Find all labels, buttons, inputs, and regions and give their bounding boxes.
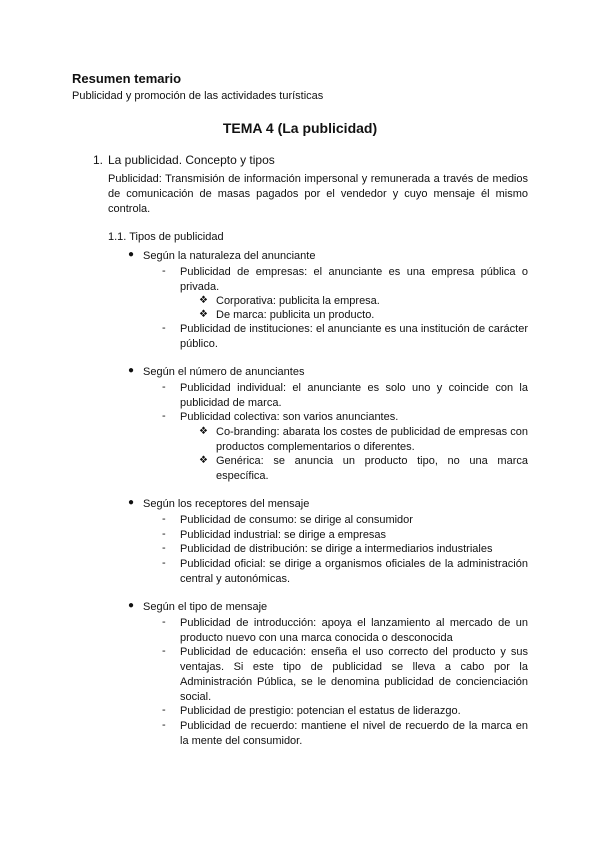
group-heading-numero <box>128 365 305 378</box>
dash-icon: - <box>162 381 166 393</box>
bullet-icon: ● <box>128 497 135 508</box>
list-item: Publicidad de empresas: el anunciante es una empresa pública o privada. <box>180 266 528 293</box>
bullet-icon: ● <box>128 365 135 376</box>
diamond-icon: ❖ <box>199 426 208 437</box>
bullet-icon: ● <box>128 249 135 260</box>
list-item: Publicidad individual: el anunciante es solo uno y coincide con la publicidad de marca. <box>180 382 528 409</box>
sub-list-item: Co-branding: abarata los costes de publicidad de empresas con productos complementarios o diferentes. <box>216 426 528 453</box>
list-item: Publicidad de introducción: apoya el lanzamiento al mercado de un producto nuevo con una marca conocida o desconocida <box>180 617 528 644</box>
group-heading-tipo-mensaje <box>128 600 268 613</box>
definition-paragraph: Publicidad: Transmisión de información impersonal y remunerada a través de medios de comunicación de masas pagados por el vendedor y cuyo mensaje él mismo controla. <box>108 173 528 215</box>
section-title: La publicidad. Concepto y tipos <box>108 153 275 167</box>
list-item: Publicidad de distribución: se dirige a intermediarios industriales <box>180 543 493 555</box>
sub-list-item: De marca: publicita un producto. <box>216 309 375 321</box>
subsection-heading: 1.1. Tipos de publicidad <box>108 231 224 243</box>
dash-icon: - <box>162 528 166 540</box>
list-item: Publicidad de recuerdo: mantiene el nivel de recuerdo de la marca en la mente del consumidor. <box>180 720 528 747</box>
document-title: Resumen temario <box>72 71 182 86</box>
group-label: Según el tipo de mensaje <box>143 601 268 613</box>
tema-title: TEMA 4 (La publicidad) <box>222 120 378 136</box>
list-item: Publicidad de instituciones: el anunciante es una institución de carácter público. <box>180 323 528 350</box>
list-item: Publicidad industrial: se dirige a empresas <box>180 529 387 541</box>
dash-icon: - <box>162 645 166 657</box>
dash-icon: - <box>162 704 166 716</box>
list-item: Publicidad de educación: enseña el uso correcto del producto y sus ventajas. Si este tipo de publicidad se lleva a cabo por la Administración Pública, se le denomina publicidad de concienciación social. <box>180 646 528 703</box>
diamond-icon: ❖ <box>199 309 208 320</box>
dash-icon: - <box>162 513 166 525</box>
list-item: Publicidad de consumo: se dirige al consumidor <box>180 514 413 526</box>
dash-icon: - <box>162 557 166 569</box>
dash-icon: - <box>162 265 166 277</box>
dash-icon: - <box>162 410 166 422</box>
sub-list-item: Corporativa: publicita la empresa. <box>216 295 380 307</box>
dash-icon: - <box>162 719 166 731</box>
dash-icon: - <box>162 616 166 628</box>
group-label: Según la naturaleza del anunciante <box>143 250 316 262</box>
list-item: Publicidad de prestigio: potencian el estatus de liderazgo. <box>180 705 461 717</box>
group-label: Según los receptores del mensaje <box>143 498 310 510</box>
diamond-icon: ❖ <box>199 295 208 306</box>
group-heading-receptores <box>128 497 310 510</box>
list-item: Publicidad oficial: se dirige a organismos oficiales de la administración central y autonómicas. <box>180 558 528 585</box>
list-item: Publicidad colectiva: son varios anunciantes. <box>180 411 399 423</box>
sub-list-item: Genérica: se anuncia un producto tipo, no una marca específica. <box>216 455 528 482</box>
document-subtitle: Publicidad y promoción de las actividades turísticas <box>72 90 324 102</box>
group-label: Según el número de anunciantes <box>143 366 305 378</box>
section-number: 1. <box>93 153 104 167</box>
dash-icon: - <box>162 542 166 554</box>
diamond-icon: ❖ <box>199 455 208 466</box>
bullet-icon: ● <box>128 600 135 611</box>
dash-icon: - <box>162 322 166 334</box>
group-heading-naturaleza <box>128 249 316 262</box>
